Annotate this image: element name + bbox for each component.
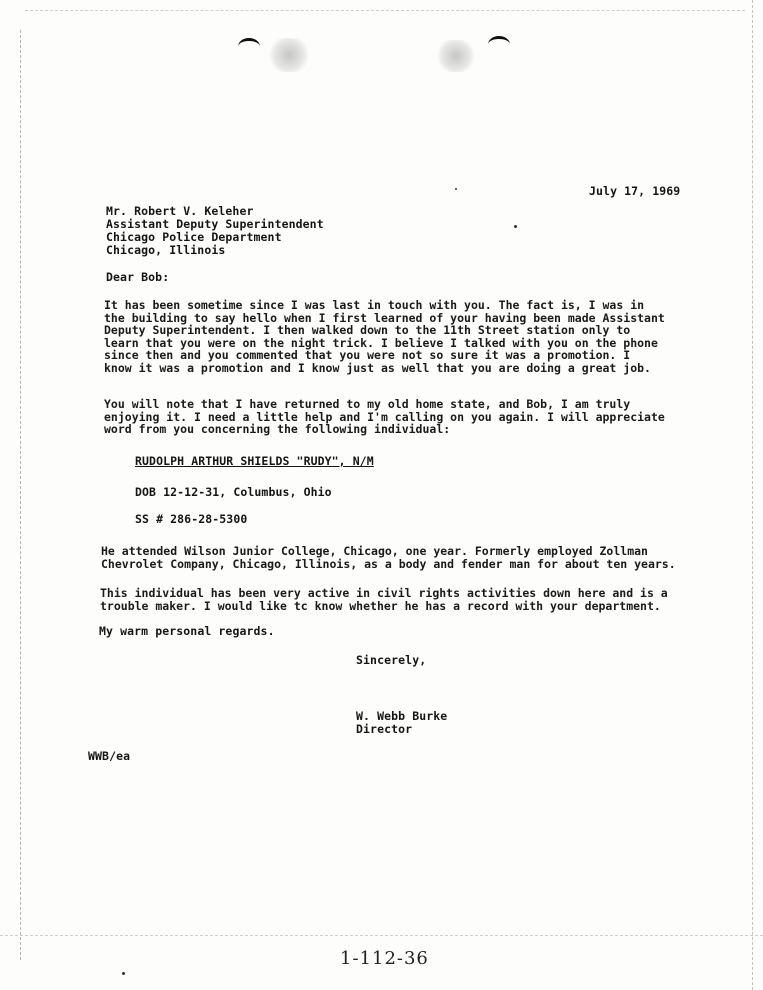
speck: [122, 972, 125, 975]
salutation: Dear Bob:: [106, 270, 170, 284]
scan-edge-bottom: [0, 935, 763, 936]
scan-edge-left: [20, 30, 21, 960]
closing: Sincerely,: [356, 653, 427, 667]
paragraph-line: trouble maker. I would like tc know whether he has a record with your department.: [100, 598, 661, 613]
punch-mark-right: [488, 36, 510, 53]
letter-date: July 17, 1969: [589, 184, 681, 198]
paragraph-line: the building to say hello when I first learned of your having been made Assistant: [104, 310, 665, 325]
redaction-smudge-right: [436, 40, 476, 72]
subject-name: RUDOLPH ARTHUR SHIELDS "RUDY", N/M: [135, 454, 374, 468]
subject-dob: DOB 12-12-31, Columbus, Ohio: [135, 485, 332, 499]
paragraph-line: Chevrolet Company, Chicago, Illinois, as a body and fender man for about ten years.: [101, 556, 676, 571]
signer-name: W. Webb Burke: [356, 709, 448, 723]
recipient-department: Chicago Police Department: [106, 230, 282, 244]
punch-mark-left: [238, 38, 260, 55]
paragraph-1: [104, 299, 704, 374]
speck: [455, 188, 457, 190]
paragraph-4: [100, 587, 700, 612]
paragraph-line: know it was a promotion and I know just as well that you are doing a great job.: [104, 360, 651, 375]
paragraph-line: word from you concerning the following individual:: [104, 422, 451, 436]
scan-edge-right: [752, 0, 753, 990]
typist-initials: WWB/ea: [88, 749, 131, 763]
paragraph-2: [104, 398, 704, 436]
redaction-smudge-left: [268, 38, 310, 72]
paragraph-line: This individual has been very active in civil rights activities down here and is a: [100, 586, 668, 600]
closing-remark: My warm personal regards.: [99, 624, 275, 638]
paragraph-line: Deputy Superintendent. I then walked down to the 11th Street station only to: [104, 323, 631, 337]
paragraph-line: You will note that I have returned to my old home state, and Bob, I am truly: [104, 397, 631, 411]
paragraph-line: He attended Wilson Junior College, Chicago, one year. Formerly employed Zollman: [101, 544, 648, 558]
recipient-name: Mr. Robert V. Keleher: [106, 204, 254, 218]
speck: [514, 225, 517, 228]
paragraph-line: It has been sometime since I was last in touch with you. The fact is, I was in: [104, 298, 645, 312]
subject-ss: SS # 286-28-5300: [135, 512, 248, 526]
recipient-title: Assistant Deputy Superintendent: [106, 217, 324, 231]
paragraph-3: [101, 545, 701, 570]
paragraph-line: learn that you were on the night trick. I believe I talked with you on the phone: [104, 335, 658, 350]
paragraph-line: enjoying it. I need a little help and I'm calling on you again. I will appreciate: [104, 409, 665, 424]
paragraph-line: since then and you commented that you were not so sure it was a promotion. I: [104, 348, 631, 362]
scan-edge-top: [25, 10, 745, 11]
signer-title: Director: [356, 722, 413, 736]
handwritten-file-number: 1-112-36: [340, 948, 429, 969]
recipient-city: Chicago, Illinois: [106, 243, 226, 257]
